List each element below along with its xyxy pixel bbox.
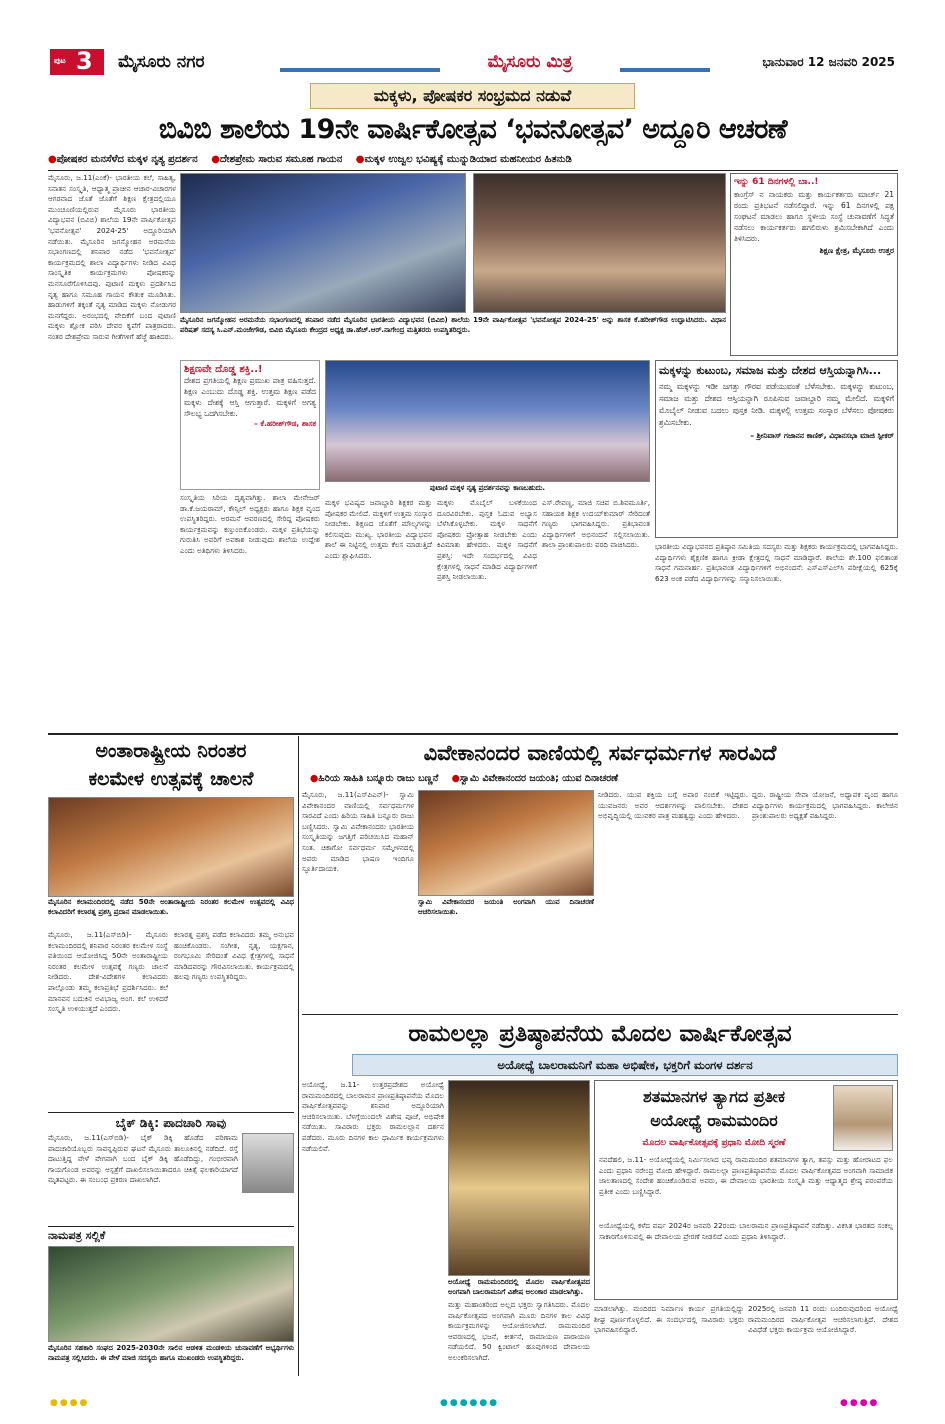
lead-column-4: ಮಕ್ಕಳು ಮೊಬೈಲ್ ಬಳಕೆಯಿಂದ ದೂರವಿರಬೇಕು. ಪುಸ್ತಕ ಓದುವ ಅಭ್ಯಾಸ ಬೆಳೆಸಿಕೊಳ್ಳಬೇಕು. ಮಕ್ಕಳ ಸಾಧನೆಗೆ ಪೋಷಕರು ಪ್ರೋತ್ಸಾಹ ನೀಡಬೇಕು ಎಂದು ಕಿವಿಮಾತು ಹೇಳಿದರು. ಮಕ್ಕಳ ಸಾಧನೆಗೆ ಪ್ರಶಸ್ತಿ: ಇದೇ ಸಂದರ್ಭದಲ್ಲಿ ವಿವಿಧ ಕ್ಷೇತ್ರಗಳಲ್ಲಿ ಸಾಧನೆ ಮಾಡಿದ ವಿದ್ಯಾರ್ಥಿಗಳಿಗೆ ಪ್ರಶಸ್ತಿ ನೀಡಲಾಯಿತು. [437,498,537,582]
section-divider-2 [302,1014,898,1015]
side-box-2 [180,360,320,490]
vertical-divider [298,736,299,1376]
story4-deck: ಅಯೋಧ್ಯೆ ಬಾಲರಾಮನಿಗೆ ಮಹಾ ಅಭಿಷೇಕ, ಭಕ್ತರಿಗೆ ಮಂಗಳ ದರ್ಶನ [352,1054,898,1076]
side-box-3-sign: – ಶ್ರೀನಿವಾಸ್ ಗಜಾನನ ಕಾಣಿಕ್, ವಿಧಾನಸಭಾ ಮಾಜಿ ಸ್ಪೀಕರ್ [750,431,894,440]
story2-col-1: ಮೈಸೂರು, ಜ.11(ಎಸ್‌ಬಿಡಿ)- ಮೈಸೂರು ಕಲಾಮಂದಿರದಲ್ಲಿ ಶನಿವಾರ ನಿರಂತರ ಕಲಮೇಳ ಸಂಸ್ಥೆ ವತಿಯಿಂದ ಆಯೋಜಿಸಿದ್ದ 50ನೇ ಅಂತಾರಾಷ್ಟ್ರೀಯ ನಿರಂತರ ಕಲಮೇಳ ಉತ್ಸವಕ್ಕೆ ಗಣ್ಯರು ಚಾಲನೆ ನೀಡಿದರು. ದೇಶ-ವಿದೇಶಗಳ ಕಲಾವಿದರು ಪಾಲ್ಗೊಂಡು ತಮ್ಮ ಕಲಾಪ್ರತಿಭೆ ಪ್ರದರ್ಶಿಸಿದರು. ಕಲೆ ಮಾನವನ ಬದುಕಿನ ಅವಿಭಾಜ್ಯ ಅಂಗ. ಕಲೆ ಉಳಿದರೆ ಸಂಸ್ಕೃತಿ ಉಳಿಯುತ್ತದೆ ಎಂದರು. [48,930,168,1014]
photo-vivekananda [418,790,594,896]
story7-caption: ಮೈಸೂರಿನ ಸಹಕಾರಿ ಸಂಘದ 2025-2030ನೇ ಸಾಲಿನ ಆಡಳಿತ ಮಂಡಳಿಯ ಚುನಾವಣೆಗೆ ಅಭ್ಯರ್ಥಿಗಳು ನಾಮಪತ್ರ ಸಲ್ಲಿಸಿದರು. ಈ ವೇಳೆ ಮಾಜಿ ಸದಸ್ಯರು ಹಾಗೂ ಮುಖಂಡರು ಉಪಸ್ಥಿತರಿದ್ದರು. [48,1344,294,1362]
page-label: ಪುಟ [54,56,66,65]
side-box-1 [730,173,898,356]
page-number-badge [50,49,104,75]
story5-box [594,1080,898,1300]
mid-right-text: ಭಾರತೀಯ ವಿದ್ಯಾಭವನದ ಪ್ರತಿಷ್ಠಾನ ಸಮಿತಿಯ ಸದಸ್ಯರು ಮತ್ತು ಶಿಕ್ಷಕರು ಕಾರ್ಯಕ್ರಮದಲ್ಲಿ ಭಾಗವಹಿಸಿದ್ದರು. ವಿದ್ಯಾರ್ಥಿಗಳು ಶೈಕ್ಷಣಿಕ ಹಾಗೂ ಕ್ರೀಡಾ ಕ್ಷೇತ್ರದಲ್ಲಿ ಸಾಧನೆ ಮಾಡಿದ್ದಾರೆ. ಶಾಲೆಯ ಶೇ.100 ಫಲಿತಾಂಶ ಸಾಧನೆ ಗಮನಾರ್ಹ. ಪ್ರತಿಭಾವಂತ ವಿದ್ಯಾರ್ಥಿಗಳಿಗೆ ಅಭಿನಂದನೆ: ಎಸ್‌ಎಸ್‌ಎಲ್‌ಸಿ ಪರೀಕ್ಷೆಯಲ್ಲಿ 625ಕ್ಕೆ 623 ಅಂಕ ಪಡೆದ ವಿದ್ಯಾರ್ಥಿಗಳನ್ನು ಸನ್ಮಾನಿಸಲಾಯಿತು. [655,542,898,583]
lead-kicker: ಮಕ್ಕಳು, ಪೋಷಕರ ಸಂಭ್ರಮದ ನಡುವೆ [310,83,635,109]
story3-caption: ಸ್ವಾಮಿ ವಿವೇಕಾನಂದರ ಜಯಂತಿ ಅಂಗವಾಗಿ ಯುವ ದಿನಾಚರಣೆ ಆಚರಿಸಲಾಯಿತು. [418,898,594,916]
lead-strap: ●ಪೋಷಕರ ಮನಸೆಳೆದ ಮಕ್ಕಳ ನೃತ್ಯ ಪ್ರದರ್ಶನ ●ದೇಶಪ್ರೇಮ ಸಾರುವ ಸಮೂಹ ಗಾಯನ ●ಮಕ್ಕಳ ಉಜ್ವಲ ಭವಿಷ್ಯಕ್ಕೆ ಮುನ್ನುಡಿಯಾದ ಮಹನೀಯರ ಹಿತನುಡಿ [48,154,572,165]
masthead-rule-right [620,68,710,72]
story4-col-2: ಮತ್ತು ಮಹಾಂತರಿಂದ ಅಲ್ಲದ ಭಕ್ತರು ಸ್ವಾಗತಿಸಿದರು. ಮೊದಲ ವಾರ್ಷಿಕೋತ್ಸವದ ಅಂಗವಾಗಿ ಮೂರು ದಿನಗಳ ಕಾಲ ವಿವಿಧ ಕಾರ್ಯಕ್ರಮಗಳನ್ನು ಆಯೋಜಿಸಲಾಗಿದೆ. ರಾಮಮಂದಿರ ಆವರಣದಲ್ಲಿ ಭಜನೆ, ಕೀರ್ತನೆ, ರಾಮಾಯಣ ಪಾರಾಯಣ ನಡೆಯಲಿದೆ. 50 ಕ್ವಿಂಟಾಲ್ ಹೂವುಗಳಿಂದ ದೇವಾಲಯ ಅಲಂಕರಿಸಲಾಗಿದೆ. [448,1300,590,1362]
section-rule [280,68,440,72]
side-box-2-text: ದೇಶದ ಪ್ರಗತಿಯಲ್ಲಿ ಶಿಕ್ಷಣ ಪ್ರಮುಖ ಪಾತ್ರ ವಹಿಸುತ್ತದೆ. ಶಿಕ್ಷಣ ಎಂಬುದು ದೊಡ್ಡ ಶಕ್ತಿ. ಉತ್ತಮ ಶಿಕ್ಷಣ ಪಡೆದ ಮಕ್ಕಳು ದೇಶಕ್ಕೆ ಆಸ್ತಿ ಆಗುತ್ತಾರೆ. ಮಕ್ಕಳಿಗೆ ಅಗತ್ಯ ಸೌಲಭ್ಯ ಒದಗಿಸಬೇಕು. [184,376,316,418]
story5-title-2: ಅಯೋಧ್ಯೆ ರಾಮಮಂದಿರ [650,1111,778,1130]
side-box-1-text: ಕಾಂಗ್ರೆಸ್ ನ ನಾಯಕರು ಮತ್ತು ಕಾರ್ಯಕರ್ತರು ಮಾರ್ಚ್ 21 ರಂದು ಪ್ರತಿಭಟನೆ ನಡೆಸಲಿದ್ದಾರೆ. ಇನ್ನು 61 ದಿನಗಳಲ್ಲಿ ಪಕ್ಷ ಸಂಘಟನೆ ಮಾಡಲು ಹಾಗೂ ಸ್ಥಳೀಯ ಸಂಸ್ಥೆ ಚುನಾವಣೆಗೆ ಸಿದ್ಧತೆ ನಡೆಸಲು ಕಾರ್ಯಕರ್ತರು ಹಗಲಿರುಳು ಶ್ರಮಿಸಬೇಕಾಗಿದೆ ಎಂದು ತಿಳಿಸಿದರು. [734,190,894,243]
story4-col-1: ಅಯೋಧ್ಯೆ, ಜ.11- ಉತ್ತರಪ್ರದೇಶದ ಅಯೋಧ್ಯೆ ರಾಮಮಂದಿರದಲ್ಲಿ ಬಾಲರಾಮನ ಪ್ರಾಣಪ್ರತಿಷ್ಠಾಪನೆಯ ಮೊದಲ ವಾರ್ಷಿಕೋತ್ಸವವನ್ನು ಶನಿವಾರ ಅದ್ದೂರಿಯಾಗಿ ಆಚರಿಸಲಾಯಿತು. ಬೆಳಗ್ಗೆಯಿಂದಲೇ ವಿಶೇಷ ಪೂಜೆ, ಅಭಿಷೇಕ ನಡೆಯಿತು. ಸಾವಿರಾರು ಭಕ್ತರು ರಾಮಲಲ್ಲಾನ ದರ್ಶನ ಪಡೆದರು. ಮೂರು ದಿನಗಳ ಕಾಲ ಧಾರ್ಮಿಕ ಕಾರ್ಯಕ್ರಮಗಳು ನಡೆಯಲಿವೆ. [302,1080,444,1153]
strap-item: ಹಿರಿಯ ಸಾಹಿತಿ ಬನ್ನೂರು ರಾಜು ಬಣ್ಣನೆ [318,773,439,784]
story5-title-1: ಶತಮಾನಗಳ ತ್ಯಾಗದ ಪ್ರತೀಕ [642,1087,786,1106]
story3-col-3: ದ್ದರು. ರಾಷ್ಟ್ರೀಯ ಸೇವಾ ಯೋಜನೆ, ಅಧ್ಯಾಪಕ ವೃಂದ ಹಾಗೂ ವಿದ್ಯಾರ್ಥಿಗಳು ಕಾರ್ಯಕ್ರಮದಲ್ಲಿ ಭಾಗವಹಿಸಿದ್ದರು. ಕಾಲೇಜಿನ ಪ್ರಾಂಶುಪಾಲರು ಅಧ್ಯಕ್ಷತೆ ವಹಿಸಿದ್ದರು. [752,790,898,821]
strap-item: ಸ್ವಾಮಿ ವಿವೇಕಾನಂದರ ಜಯಂತಿ; ಯುವ ದಿನಾಚರಣೆ [459,773,619,784]
photo-caption-dance: ಪುಟಾಣಿ ಮಕ್ಕಳ ನೃತ್ಯ ಪ್ರದರ್ಶನವನ್ನು ಕಾಣಬಹುದು. [429,484,546,492]
photo-caption-lead: ಮೈಸೂರಿನ ಜಗನ್ಮೋಹನ ಅರಮನೆಯ ಸಭಾಂಗಣದಲ್ಲಿ ಶನಿವಾರ ನಡೆದ ಮೈಸೂರಿನ ಭಾರತೀಯ ವಿದ್ಯಾಭವನ (ಬಿವಿಬಿ) ಶಾಲೆಯ 19ನೇ ವಾರ್ಷಿಕೋತ್ಸವ 'ಭವನೋತ್ಸವ 2024-25' ಅನ್ನು ಶಾಸಕ ಕೆ.ಹರೀಶ್‌ಗೌಡ ಉದ್ಘಾಟಿಸಿದರು. ವಿಧಾನ ಪರಿಷತ್ ಸದಸ್ಯ ಸಿ.ಎನ್.ಮಂಜೇಗೌಡ, ಬಿವಿಬಿ ಮೈಸೂರು ಕೇಂದ್ರದ ಅಧ್ಯಕ್ಷ ಡಾ.ಹೆಚ್.ಆರ್.ನಾಗೇಂದ್ರ ಮತ್ತಿತರರು ಉಪಸ್ಥಿತರಿದ್ದರು. [180,316,726,334]
photo-dance [325,360,650,482]
lead-column-2: ಸಂಸ್ಕೃತಿಯ ಸಿರಿಯ ದೃಶ್ಯವಾಗಿತ್ತು. ಶಾಲಾ ಮೇನೇಜರ್ ಡಾ.ಕೆ.ಜಯರಾಮ್, ಕೌನ್ಸಿಲ್ ಅಧ್ಯಕ್ಷರು ಹಾಗೂ ಶಿಕ್ಷಕ ವೃಂದ ಉಪಸ್ಥಿತರಿದ್ದರು. ಅರಮನೆ ಆವರಣದಲ್ಲಿ ಸೇರಿದ್ದ ಪೋಷಕರು ಕಾರ್ಯಕ್ರಮವನ್ನು ಕಣ್ತುಂಬಿಕೊಂಡರು. ಮಕ್ಕಳ ಪ್ರತಿಭೆಯನ್ನು ಗುರುತಿಸಿ ಅವರಿಗೆ ಅವಕಾಶ ನೀಡುವುದು ಶಾಲೆಯ ಉದ್ದೇಶ ಎಂದು ಅತಿಥಿಗಳು ತಿಳಿಸಿದರು. [180,493,320,555]
lead-headline: ಬಿವಿಬಿ ಶಾಲೆಯ 19ನೇ ವಾರ್ಷಿಕೋತ್ಸವ ‘ಭವನೋತ್ಸವ’ ಅದ್ದೂರಿ ಆಚರಣೆ [158,114,788,145]
issue-date: ಭಾನುವಾರ 12 ಜನವರಿ 2025 [762,55,895,69]
story7-headline: ನಾಮಪತ್ರ ಸಲ್ಲಿಕೆ [48,1229,106,1242]
page-number: 3 [76,49,93,75]
masthead [0,46,945,78]
story6-divider [48,1226,294,1227]
side-box-2-sign: – ಕೆ.ಹರೀಶ್‌ಗೌಡ, ಶಾಸಕ [254,419,316,428]
side-box-2-head: ಶಿಕ್ಷಣವೇ ದೊಡ್ಡ ಶಕ್ತಿ..! [184,364,263,375]
photo-modi [833,1085,893,1151]
side-box-1-sign: ಶಿಕ್ಷಣ ಕ್ಷೇತ್ರ, ಮೈಸೂರು ಉತ್ತರ [819,246,894,255]
story6-text: ಮೈಸೂರು, ಜ.11(ಎಸ್‌ಬಿಡಿ)- ಬೈಕ್ ಡಿಕ್ಕಿ ಹೊಡೆದ ಪರಿಣಾಮ ಪಾದಚಾರಿಯೊಬ್ಬರು ಸಾವನ್ನಪ್ಪಿರುವ ಘಟನೆ ಮೈಸೂರು ತಾಲೂಕಿನಲ್ಲಿ ನಡೆದಿದೆ. ರಸ್ತೆ ದಾಟುತ್ತಿದ್ದ ವೇಳೆ ವೇಗವಾಗಿ ಬಂದ ಬೈಕ್ ಡಿಕ್ಕಿ ಹೊಡೆದಿದ್ದು, ಗಂಭೀರವಾಗಿ ಗಾಯಗೊಂಡ ಅವರನ್ನು ಆಸ್ಪತ್ರೆಗೆ ದಾಖಲಿಸಲಾಯಿತಾದರೂ ಚಿಕಿತ್ಸೆ ಫಲಕಾರಿಯಾಗದೆ ಮೃತಪಟ್ಟರು. ಈ ಸಂಬಂಧ ಪ್ರಕರಣ ದಾಖಲಾಗಿದೆ. [48,1133,238,1185]
strap-item: ದೇಶಪ್ರೇಮ ಸಾರುವ ಸಮೂಹ ಗಾಯನ [219,154,343,165]
side-box-3 [655,360,898,538]
lead-column-1: ಮೈಸೂರು, ಜ.11(ಎಂಕೆ)- ಭಾರತೀಯ ಕಲೆ, ಸಾಹಿತ್ಯ, ಸನಾತನ ಸಂಸ್ಕೃತಿ, ಆಧ್ಯಾತ್ಮ ಪ್ರಾಚೀನ ಆಚಾರ-ವಿಚಾರಗಳ ಆಗರವಾದ ಜೊತೆ ಜೊತೆಗೆ ಶಿಕ್ಷಣ ಕ್ಷೇತ್ರದಲ್ಲಿಯೂ ಮುಂಚೂಣಿಯಲ್ಲಿರುವ ಮೈಸೂರು ಭಾರತೀಯ ವಿದ್ಯಾಭವನ (ಬಿವಿಬಿ) ಶಾಲೆಯ 19ನೇ ವಾರ್ಷಿಕೋತ್ಸವ 'ಭವನೋತ್ಸವ' 2024-25' ಅದ್ದೂರಿಯಾಗಿ ನಡೆಯಿತು. ಮೈಸೂರಿನ ಜಗನ್ಮೋಹನ ಅರಮನೆಯ ಸಭಾಂಗಣದಲ್ಲಿ ಶನಿವಾರ ನಡೆದ 'ಭವನೋತ್ಸವ' ಕಾರ್ಯಕ್ರಮದಲ್ಲಿ ಶಾಲಾ ವಿದ್ಯಾರ್ಥಿಗಳು ನೀಡಿದ ವಿವಿಧ ಸಾಂಸ್ಕೃತಿಕ ಕಾರ್ಯಕ್ರಮಗಳು ಪೋಷಕರನ್ನು ಮನಸೂರೆಗೊಳಿಸಿದವು. ಪುಟಾಣಿ ಮಕ್ಕಳು ಪ್ರದರ್ಶಿಸಿದ ನೃತ್ಯ ಹಾಗೂ ಸಮೂಹ ಗಾಯನ ಕೌತುಕ ಮೂಡಿಸಿತು. ಹಾಡುಗಳಿಗೆ ತಕ್ಕಂತೆ ನೃತ್ಯ ಮಾಡಿದ ಮಕ್ಕಳು ನೋಡುಗರ ಮನಗೆದ್ದರು. ಅರಂಭದಲ್ಲಿ ವೇದಿಕೆಗೆ ಬಂದ ಪುಟಾಣಿ ಮಕ್ಕಳು ಶ್ಲೋಕ ಪಠಿಸಿ ದೇವರ ಕೃಪೆಗೆ ಪಾತ್ರರಾದರು. ನಂತರ ದೇಶಪ್ರೇಮ ಸಾರುವ ಗೀತೆಗಳಿಗೆ ಹೆಜ್ಜೆ ಹಾಕಿದರು. [48,173,176,341]
photo-audience [473,173,726,313]
registration-marks: ●●●●●● [440,1398,500,1408]
story6-headline: ಬೈಕ್ ಡಿಕ್ಕಿ: ಪಾದಚಾರಿ ಸಾವು [115,1116,227,1130]
registration-marks-left: ●●●● [50,1398,90,1408]
story3-col-2: ನೀಡಿದರು. ಯುವ ಶಕ್ತಿಯ ಬಗ್ಗೆ ಅಪಾರ ನಂಬಿಕೆ ಇಟ್ಟಿದ್ದರು. ಯುವಜನರು ಅವರ ಆದರ್ಶಗಳನ್ನು ಪಾಲಿಸಬೇಕು. ದೇಶದ ಅಭಿವೃದ್ಧಿಯಲ್ಲಿ ಯುವಕರ ಪಾತ್ರ ಮಹತ್ವದ್ದು ಎಂದು ಹೇಳಿದರು. [598,790,748,821]
story5-text2: ಅಯೋಧ್ಯೆಯಲ್ಲಿ ಕಳೆದ ವರ್ಷ 2024ರ ಜನವರಿ 22ರಂದು ಬಾಲರಾಮನ ಪ್ರಾಣಪ್ರತಿಷ್ಠಾಪನೆ ನಡೆದಿತ್ತು. ವಿಕಸಿತ ಭಾರತದ ಸಂಕಲ್ಪ ಸಾಕಾರಗೊಳಿಸುವಲ್ಲಿ ಈ ದೇವಾಲಯ ಪ್ರೇರಣೆ ನೀಡಲಿದೆ ಎಂದು ಪ್ರಧಾನಿ ತಿಳಿಸಿದ್ದಾರೆ. [599,1221,893,1241]
story2-caption: ಮೈಸೂರಿನ ಕಲಾಮಂದಿರದಲ್ಲಿ ನಡೆದ 50ನೇ ಅಂತಾರಾಷ್ಟ್ರೀಯ ನಿರಂತರ ಕಲಮೇಳ ಉತ್ಸವದಲ್ಲಿ ವಿವಿಧ ಕಲಾವಿದರಿಗೆ ಕಲಾರತ್ನ ಪ್ರಶಸ್ತಿ ಪ್ರದಾನ ಮಾಡಲಾಯಿತು. [48,898,294,916]
section-name: ಮೈಸೂರು ನಗರ [118,52,205,72]
story2-col-2: ಕಲಾರತ್ನ ಪ್ರಶಸ್ತಿ ಪಡೆದ ಕಲಾವಿದರು ತಮ್ಮ ಅನುಭವ ಹಂಚಿಕೊಂಡರು. ಸಂಗೀತ, ನೃತ್ಯ, ಯಕ್ಷಗಾನ, ರಂಗಭೂಮಿ ಸೇರಿದಂತೆ ವಿವಿಧ ಕ್ಷೇತ್ರಗಳಲ್ಲಿ ಸಾಧನೆ ಮಾಡಿದವರನ್ನು ಗೌರವಿಸಲಾಯಿತು. ಕಾರ್ಯಕ್ರಮದಲ್ಲಿ ಹಲವು ಗಣ್ಯರು ಉಪಸ್ಥಿತರಿದ್ದರು. [174,930,294,982]
lead-column-3: ಮಕ್ಕಳ ಭವಿಷ್ಯದ ಜವಾಬ್ದಾರಿ ಶಿಕ್ಷಕರ ಮತ್ತು ಪೋಷಕರ ಮೇಲಿದೆ. ಮಕ್ಕಳಿಗೆ ಉತ್ತಮ ಸಂಸ್ಕಾರ ನೀಡಬೇಕು. ಶಿಕ್ಷಣದ ಜೊತೆಗೆ ಮೌಲ್ಯಗಳನ್ನು ಕಲಿಸುವುದು ಮುಖ್ಯ. ಭಾರತೀಯ ವಿದ್ಯಾಭವನ ಶಾಲೆ ಈ ನಿಟ್ಟಿನಲ್ಲಿ ಉತ್ತಮ ಕೆಲಸ ಮಾಡುತ್ತಿದೆ ಎಂದು ಶ್ಲಾಘಿಸಿದರು. [325,498,432,560]
story4-caption: ಅಯೋಧ್ಯೆ ರಾಮಮಂದಿರದಲ್ಲಿ ಮೊದಲ ವಾರ್ಷಿಕೋತ್ಸವದ ಅಂಗವಾಗಿ ಬಾಲರಾಮನಿಗೆ ವಿಶೇಷ ಅಲಂಕಾರ ಮಾಡಲಾಗಿತ್ತು. [448,1278,590,1296]
registration-marks-right: ●●●● [840,1398,880,1408]
side-box-3-head: ಮಕ್ಕಳನ್ನು ಕುಟುಂಬ, ಸಮಾಜ ಮತ್ತು ದೇಶದ ಆಸ್ತಿಯನ್ನಾಗಿಸಿ... [659,364,882,377]
strap-item: ಮಕ್ಕಳ ಉಜ್ವಲ ಭವಿಷ್ಯಕ್ಕೆ ಮುನ್ನುಡಿಯಾದ ಮಹನೀಯರ ಹಿತನುಡಿ [364,154,572,165]
section-divider-1 [48,733,898,735]
story3-strap: ●ಹಿರಿಯ ಸಾಹಿತಿ ಬನ್ನೂರು ರಾಜು ಬಣ್ಣನೆ ●ಸ್ವಾಮಿ ವಿವೇಕಾನಂದರ ಜಯಂತಿ; ಯುವ ದಿನಾಚರಣೆ [310,773,619,784]
story2-divider [48,1112,294,1113]
story4-headline: ರಾಮಲಲ್ಲಾ ಪ್ರತಿಷ್ಠಾಪನೆಯ ಮೊದಲ ವಾರ್ಷಿಕೋತ್ಸವ [408,1021,792,1047]
story2-headline-2: ಕಲಮೇಳ ಉತ್ಸವಕ್ಕೆ ಚಾಲನೆ [88,768,254,790]
story3-col-1: ಮೈಸೂರು, ಜ.11(ಎಸ್‌ಪಿಎನ್)- ಸ್ವಾಮಿ ವಿವೇಕಾನಂದರ ವಾಣಿಯಲ್ಲಿ ಸರ್ವಧರ್ಮಗಳ ಸಾರವಿದೆ ಎಂದು ಹಿರಿಯ ಸಾಹಿತಿ ಬನ್ನೂರು ರಾಜು ಬಣ್ಣಿಸಿದರು. ಸ್ವಾಮಿ ವಿವೇಕಾನಂದರು ಭಾರತೀಯ ಸಂಸ್ಕೃತಿಯನ್ನು ಜಗತ್ತಿಗೆ ಪರಿಚಯಿಸಿದ ಮಹಾನ್ ಸಂತ. ಚಿಕಾಗೋ ಸರ್ವಧರ್ಮ ಸಮ್ಮೇಳನದಲ್ಲಿ ಅವರು ಮಾಡಿದ ಭಾಷಣ ಇಂದಿಗೂ ಸ್ಫೂರ್ತಿದಾಯಕ. [302,790,414,874]
strap-item: ಪೋಷಕರ ಮನಸೆಳೆದ ಮಕ್ಕಳ ನೃತ್ಯ ಪ್ರದರ್ಶನ [56,154,198,165]
side-box-1-head: ಇನ್ನು 61 ದಿನಗಳಲ್ಲಿ ಬಾ..! [734,177,819,187]
story5-text: ನವದೆಹಲಿ, ಜ.11- ಅಯೋಧ್ಯೆಯಲ್ಲಿ ನಿರ್ಮಿಸಲಾದ ಭವ್ಯ ರಾಮಮಂದಿರ ಶತಮಾನಗಳ ತ್ಯಾಗ, ತಪಸ್ಸು ಮತ್ತು ಹೋರಾಟದ ಫಲ ಎಂದು ಪ್ರಧಾನಿ ನರೇಂದ್ರ ಮೋದಿ ಹೇಳಿದ್ದಾರೆ. ರಾಮಲಲ್ಲಾ ಪ್ರಾಣಪ್ರತಿಷ್ಠಾಪನೆಯ ಮೊದಲ ವಾರ್ಷಿಕೋತ್ಸವದ ಅಂಗವಾಗಿ ಸಾಮಾಜಿಕ ಜಾಲತಾಣದಲ್ಲಿ ಸಂದೇಶ ಹಂಚಿಕೊಂಡಿರುವ ಅವರು, ಈ ದೇವಾಲಯ ಭಾರತೀಯ ಸಂಸ್ಕೃತಿ ಮತ್ತು ಆಧ್ಯಾತ್ಮದ ಶ್ರೇಷ್ಠ ಪರಂಪರೆಯ ಪ್ರತೀಕ ಎಂದು ಬಣ್ಣಿಸಿದ್ದಾರೆ. [599,1155,893,1196]
story3-headline: ವಿವೇಕಾನಂದರ ವಾಣಿಯಲ್ಲಿ ಸರ್ವಧರ್ಮಗಳ ಸಾರವಿದೆ [423,741,777,765]
photo-nomination [48,1246,294,1342]
paper-name: ಮೈಸೂರು ಮಿತ್ರ [487,52,573,72]
lead-column-5: ಎಸ್.ರೇವಣ್ಣ, ಮಾಜಿ ಸಚಿವ ಬಿ.ಶಿವಮೂರ್ತಿ, ಸಹಾಯಕ ಶಿಕ್ಷಕ ಉದಯ್‌ಕುಮಾರ್ ಸೇರಿದಂತೆ ಗಣ್ಯರು ಭಾಗವಹಿಸಿದ್ದರು. ಪ್ರತಿಭಾವಂತ ವಿದ್ಯಾರ್ಥಿಗಳಿಗೆ ಅಭಿನಂದನೆ ಸಲ್ಲಿಸಲಾಯಿತು. ಶಾಲಾ ಪ್ರಾಂಶುಪಾಲರು ವರದಿ ವಾಚಿಸಿದರು. [542,498,650,550]
photo-lamp-lighting [180,173,466,313]
strap-rule [48,170,898,171]
photo-kalamela [48,797,294,897]
story5-deck: ಮೊದಲ ವಾರ್ಷಿಕೋತ್ಸವಕ್ಕೆ ಪ್ರಧಾನಿ ಮೋದಿ ಸ್ಮರಣೆ [642,1138,786,1148]
story2-headline-1: ಅಂತಾರಾಷ್ಟ್ರೀಯ ನಿರಂತರ [95,740,247,762]
story5-col-3: ಮಾಡಲಾಗಿತ್ತು. ಮಂದಿರದ ನಿರ್ಮಾಣ ಕಾರ್ಯ ಪ್ರಗತಿಯಲ್ಲಿದ್ದು ಶೀಘ್ರ ಪೂರ್ಣಗೊಳ್ಳಲಿದೆ. ಈ ಸಂದರ್ಭದಲ್ಲಿ ಸಾವಿರಾರು ಭಕ್ತರು ಭಾಗವಹಿಸಲಿದ್ದಾರೆ. [594,1304,744,1335]
side-box-3-text: ನಮ್ಮ ಮಕ್ಕಳನ್ನು ಇಡೀ ಜಗತ್ತು ಗೌರವ ಪಡೆಯುವಂತೆ ಬೆಳೆಸಬೇಕು. ಮಕ್ಕಳನ್ನು ಕುಟುಂಬ, ಸಮಾಜ ಮತ್ತು ದೇಶದ ಆಸ್ತಿಯನ್ನಾಗಿ ರೂಪಿಸುವ ಜವಾಬ್ದಾರಿ ನಮ್ಮ ಮೇಲಿದೆ. ಮಕ್ಕಳಿಗೆ ಮೊಬೈಲ್ ನೀಡುವ ಬದಲು ಪುಸ್ತಕ ನೀಡಿ. ಮಕ್ಕಳಲ್ಲಿ ಉತ್ತಮ ಸಂಸ್ಕಾರ ಬೆಳೆಸಲು ಪೋಷಕರು ಶ್ರಮಿಸಬೇಕು. [659,382,894,427]
story5-col-4: 2025ರಲ್ಲಿ ಜನವರಿ 11 ರಂದು ಬಂದಿರುವುದರಿಂದ ಅಯೋಧ್ಯೆ ರಾಮಮಂದಿರದ ವಾರ್ಷಿಕೋತ್ಸವ ಆಚರಿಸಲಾಗುತ್ತಿದೆ. ದೇಶದ ವಿವಿಧೆಡೆ ಭಕ್ತರು ಕಾರ್ಯಕ್ರಮ ಆಯೋಜಿಸಿದ್ದಾರೆ. [748,1304,898,1335]
photo-ramlalla [448,1080,590,1276]
photo-victim [242,1133,294,1193]
